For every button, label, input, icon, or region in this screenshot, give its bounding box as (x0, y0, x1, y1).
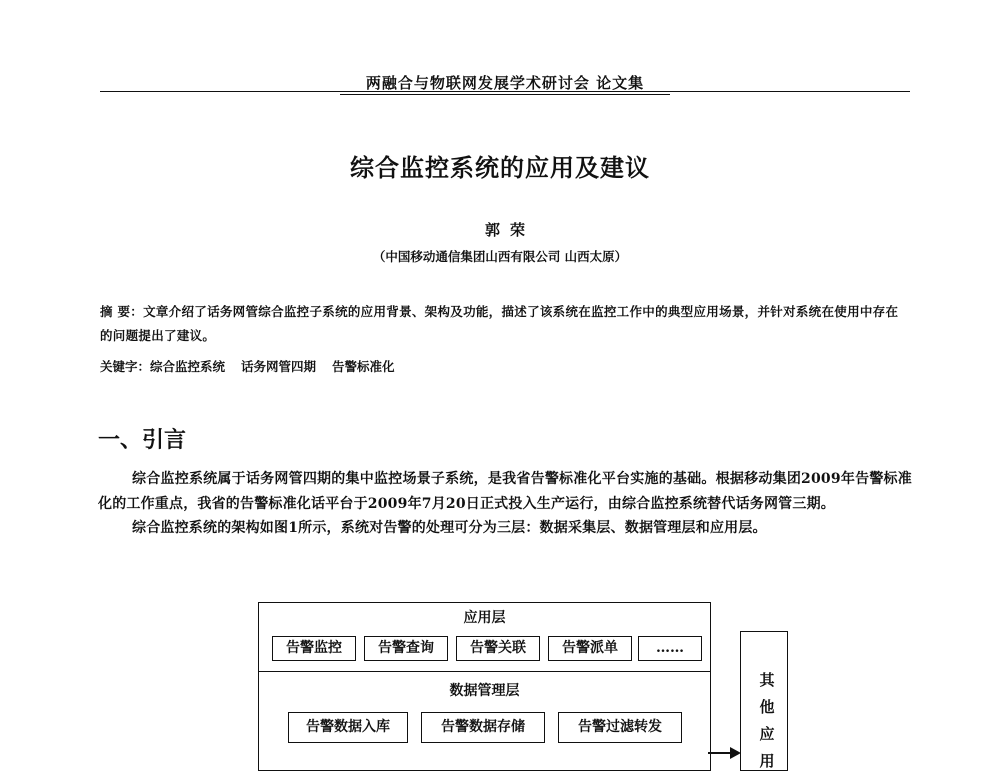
module-filter-forward: 告警过滤转发 (558, 712, 682, 743)
data-management-layer-title: 数据管理层 (449, 683, 520, 699)
module-alarm-query: 告警查询 (364, 636, 448, 661)
abstract-label: 摘 要： (100, 304, 144, 319)
keyword: 告警标准化 (332, 359, 395, 374)
paragraph: 综合监控系统属于话务网管四期的集中监控场景子系统，是我省告警标准化平台实施的基础。根据移动集团2009年告警标准化的工作重点，我省的告警标准化话平台于2009年7月20日正式投入生产运行，由综合监控系统替代话务网管三期。 (98, 471, 912, 512)
section-body (98, 467, 912, 541)
author-affiliation: （中国移动通信集团山西有限公司 山西太原） (372, 249, 628, 264)
keyword: 话务网管四期 (241, 359, 317, 374)
other-apps-char: 用 (759, 752, 775, 770)
module-data-ingest: 告警数据入库 (288, 712, 408, 743)
module-more: …… (638, 636, 702, 661)
other-apps-char: 应 (759, 725, 775, 743)
other-apps-char: 他 (759, 698, 775, 716)
module-alarm-correlation: 告警关联 (456, 636, 540, 661)
paragraph: 综合监控系统的架构如图1所示，系统对告警的处理可分为三层：数据采集层、数据管理层和应用层。 (132, 520, 767, 536)
author-name: 郭荣 (484, 221, 535, 239)
abstract-text: 文章介绍了话务网管综合监控子系统的应用背景、架构及功能，描述了该系统在监控工作中的典型应用场景，并针对系统在使用中存在的问题提出了建议。 (100, 304, 899, 343)
module-data-storage: 告警数据存储 (421, 712, 545, 743)
keywords-label: 关键字： (100, 359, 151, 374)
other-apps-char: 其 (759, 671, 775, 689)
module-alarm-dispatch: 告警派单 (548, 636, 632, 661)
paper-title: 综合监控系统的应用及建议 (350, 154, 650, 182)
module-alarm-monitor: 告警监控 (272, 636, 356, 661)
abstract (100, 300, 910, 348)
section-heading: 一、引言 (98, 428, 187, 453)
keyword: 综合监控系统 (150, 359, 226, 374)
forward-arrow (708, 745, 742, 761)
running-header: 两融合与物联网发展学术研讨会 论文集 (340, 72, 670, 95)
header-rule (100, 91, 910, 92)
application-layer-title: 应用层 (463, 610, 506, 626)
keywords (100, 357, 910, 375)
